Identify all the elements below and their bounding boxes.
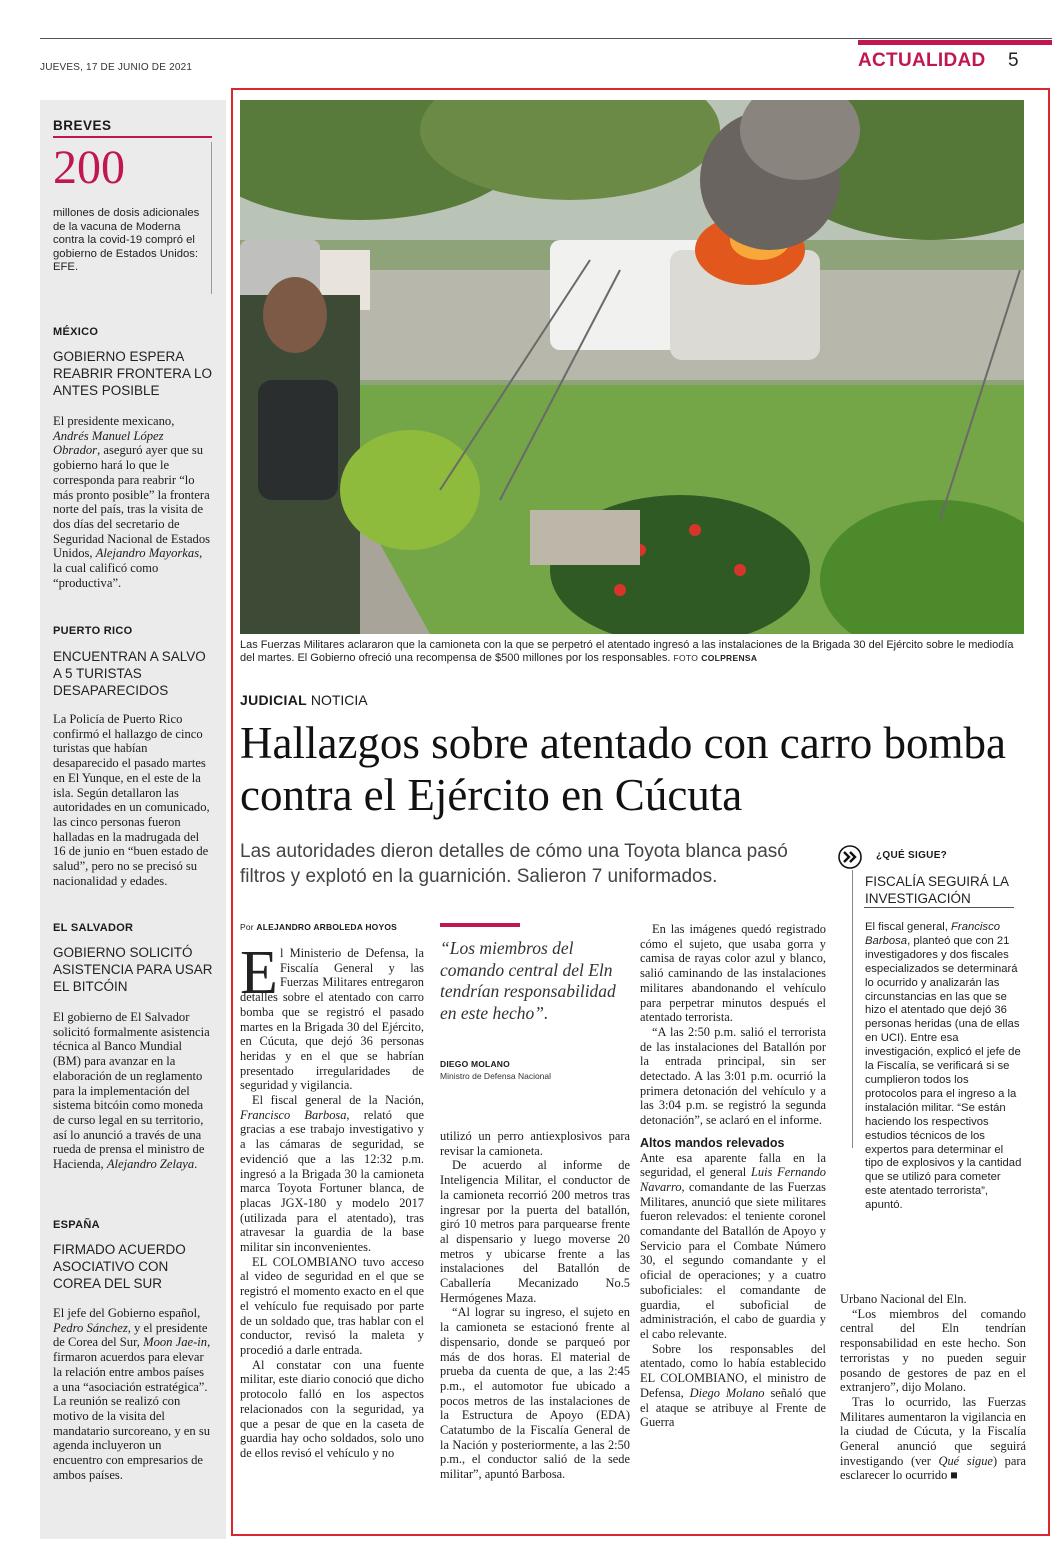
brief-headline: GOBIERNO ESPERA REABRIR FRONTERA LO ANTES POSIBLE (53, 349, 213, 398)
article-column-2: utilizó un perro antiexplosivos para revisar la camioneta. De acuerdo al informe de Inteligencia Militar, el conductor de la camioneta recorrió 200 metros tras ingresar por la puerta del batallón, giró 10 metros para parquearse frente al dispensario y luego moverse 20 metros y ubicarse frente a las instalaciones del Batallón de Caballería Mecanizado No.5 Hermógenes Maza. “Al lograr su ingreso, el sujeto en la camioneta se estacionó frente al dispensario, donde se parqueó por más de dos horas. El material de prueba da cuenta de que, a las 2:45 p.m., el automotor fue ubicado a pocos metros de las instalaciones de la Estructura de Apoyo (EDA) Catatumbo de la Fiscalía General de la Nación y posteriormente, a las 2:50 p.m., el conductor salió de la sede militar”, apuntó Barbosa. (440, 1129, 630, 1482)
header-rule (40, 38, 1052, 39)
brief-country: EL SALVADOR (53, 922, 134, 934)
pull-quote-rule (440, 923, 520, 927)
que-sigue-label: ¿QUÉ SIGUE? (876, 850, 948, 861)
breves-number-text: millones de dosis adicionales de la vacuna de Moderna contra la covid-19 compró el gobierno de Estados Unidos: EFE. (53, 207, 200, 274)
pull-quote-role: Ministro de Defensa Nacional (440, 1071, 552, 1081)
brief-headline: GOBIERNO SOLICITÓ ASISTENCIA PARA USAR EL BITCÓIN (53, 945, 213, 994)
que-sigue-headline: FISCALÍA SEGUIRÁ LA INVESTIGACIÓN (865, 874, 1009, 906)
photo-caption (240, 639, 1024, 666)
caption-text: Las Fuerzas Militares aclararon que la camioneta con la que se perpetró el atentado ingresó a las instalaciones de la Brigada 30 del Ejército sobre le mediodía del martes. El Gobierno ofreció una recompensa de $500 millones por los responsables. (240, 639, 1014, 665)
drop-cap: E (240, 939, 278, 1007)
brief-body: El gobierno de El Salvador solicitó formalmente asistencia técnica al Banco Mundial (BM) para avanzar en la elaboración de un reglamento para la implementación del sistema bitcóin como moneda de curso legal en su territorio, así lo anunció a través de una rueda de prensa el ministro de Hacienda, Alejandro Zelaya. (53, 1010, 210, 1172)
breves-label: BREVES (53, 118, 112, 133)
section-name: ACTUALIDAD (858, 50, 986, 71)
brief-country: PUERTO RICO (53, 625, 133, 637)
article-subheadline: Las autoridades dieron detalles de cómo una Toyota blanca pasó filtros y explotó en la guarnición. Salieron 7 uniformados. (240, 841, 788, 887)
brief-headline: ENCUENTRAN A SALVO A 5 TURISTAS DESAPARECIDOS (53, 649, 206, 698)
kicker-section: JUDICIAL (240, 692, 307, 708)
breves-divider (211, 142, 212, 294)
article-kicker (240, 692, 368, 708)
byline-prefix: Por (240, 922, 254, 932)
que-sigue-divider (852, 870, 853, 1148)
pull-quote-name: DIEGO MOLANO (440, 1059, 510, 1069)
news-photo (240, 100, 1024, 634)
byline (240, 922, 397, 932)
que-sigue-body: El fiscal general, Francisco Barbosa, planteó que con 21 investigadores y dos fiscales especializados se determinará lo ocurrido y analizarán las circunstancias en las que se hizo el atentado que dejó 36 personas heridas (una de ellas en UCI). Entre esa investigación, explicó el jefe de la Fiscalía, se verificará si se cumplieron todos los protocolos para el ingreso a la instalación militar. “Se están haciendo los respectivos estudios técnicos de los expertos para determinar el tipo de explosivos y la cantidad que se utilizó para cometer este atentado terrorista”, apuntó. (865, 921, 1022, 1212)
brief-body: El presidente mexicano, Andrés Manuel López Obrador, aseguró ayer que su gobierno hará lo que le corresponda para reabrir “lo más pronto posible” la frontera norte del país, tras la visita de dos días del secretario de Seguridad Nacional de Estados Unidos, Alejandro Mayorkas, la cual calificó como “productiva”. (53, 414, 211, 590)
breves-big-number: 200 (53, 141, 125, 194)
brief-body: La Policía de Puerto Rico confirmó el hallazgo de cinco turistas que habían desaparecido el pasado martes en El Yunque, en el este de la isla. Según detallaron las autoridades en un comunicado, las cinco personas fueron halladas en la madrugada del 16 de junio en “buen estado de salud”, pero no se precisó su nacionalidad y edades. (53, 712, 210, 888)
brief-body: El jefe del Gobierno español, Pedro Sánchez, y el presidente de Corea del Sur, Moon Jae-in, firmaron acuerdos para elevar la relación entre ambos países a una “asociación estratégica”. La reunión se realizó con motivo de la visita del mandatario surcoreano, y en su agenda incluyeron un encuentro con empresarios de ambos países. (53, 1306, 211, 1482)
brief-country: MÉXICO (53, 326, 99, 338)
page-number: 5 (1008, 50, 1019, 71)
byline-name: ALEJANDRO ARBOLEDA HOYOS (256, 922, 398, 932)
pull-quote: “Los miembros del comando central del Eln tendrían responsabilidad en este hecho”. (440, 938, 616, 1023)
brief-country: ESPAÑA (53, 1219, 100, 1231)
photo-credit-prefix: FOTO (673, 653, 699, 664)
issue-date: JUEVES, 17 DE JUNIO DE 2021 (40, 62, 193, 73)
photo-credit: COLPRENSA (701, 653, 758, 664)
article-headline: Hallazgos sobre atentado con carro bomba contra el Ejército en Cúcuta (240, 718, 1006, 820)
drop-cap-space (240, 946, 280, 990)
article-column-1: l Ministerio de Defensa, la Fiscalía General y las Fuerzas Militares entregaron detalles sobre el atentado con carro bomba que se registró el pasado martes en la Brigada 30 del Ejército, en Cúcuta, que dejó 36 personas heridas y en el que se habrían presentado irregularidades de seguridad y vigilancia. El fiscal general de la Nación, Francisco Barbosa, relató que gracias a ese trabajo investigativo y a las cámaras de seguridad, se evidenció que a las 12:32 p.m. ingresó a la Brigada 30 la camioneta marca Toyota Fortuner blanca, de placas JGX-180 y modelo 2017 (utilizada para el atentado), tras atravesar la guardia de la base militar sin inconvenientes. EL COLOMBIANO tuvo acceso al video de seguridad en el que se registró el momento exacto en el que el vehículo fue requisado por parte de un soldado que, tras hablar con el conductor, revisó la maleta y procedió a darle entrada. Al constatar con una fuente militar, este diario conoció que dicho protocolo falló en los aspectos relacionados con la seguridad, ya que a pesar de que en la caseta de guardia hay ocho soldados, solo uno de ellos revisó el vehículo y no (240, 946, 424, 1460)
que-sigue-rule (864, 907, 1014, 908)
brief-headline: FIRMADO ACUERDO ASOCIATIVO CON COREA DEL SUR (53, 1242, 186, 1291)
kicker-type: NOTICIA (310, 692, 368, 708)
section-bar (858, 40, 1052, 45)
article-column-4: Urbano Nacional del Eln. “Los miembros del comando central del Eln tendrían responsabilidad en este hecho. Son terroristas y no pueden seguir posando de gestores de paz en el extranjero”, dijo Molano. Tras lo ocurrido, las Fuerzas Militares aumentaron la vigilancia en la ciudad de Cúcuta, y la Fiscalía General anunció que seguirá investigando (ver Qué sigue) para esclarecer lo ocurrido ■ (840, 1292, 1027, 1483)
double-chevron-right-icon (838, 845, 862, 869)
article-column-3: En las imágenes quedó registrado cómo el sujeto, que usaba gorra y camisa de rayas color azul y blanco, salió caminando de las instalaciones militares abandonando el vehículo para perpetrar minutos después el atentado terrorista. “A las 2:50 p.m. salió el terrorista de las instalaciones del Batallón por la entrada principal, sin ser detectado. A las 3:01 p.m. ocurrió la primera detonación del vehículo y a las 3:04 p.m. se registró la segunda detonación”, se aclaró en el informe. Altos mandos relevados Ante esa aparente falla en la seguridad, el general Luis Fernando Navarro, comandante de las Fuerzas Militares, anunció que siete militares fueron relevados: el teniente coronel comandante del Batallón de Apoyo y Servicio para el Combate Número 30, el segundo comandante y el oficial de operaciones; y a cuatro suboficiales: el comandante de guardia, el suboficial de administración, el cabo de guardia y el cabo relevante. Sobre los responsables del atentado, como lo había establecido EL COLOMBIANO, el ministro de Defensa, Diego Molano señaló que el ataque se atribuye al Frente de Guerra (640, 922, 826, 1430)
